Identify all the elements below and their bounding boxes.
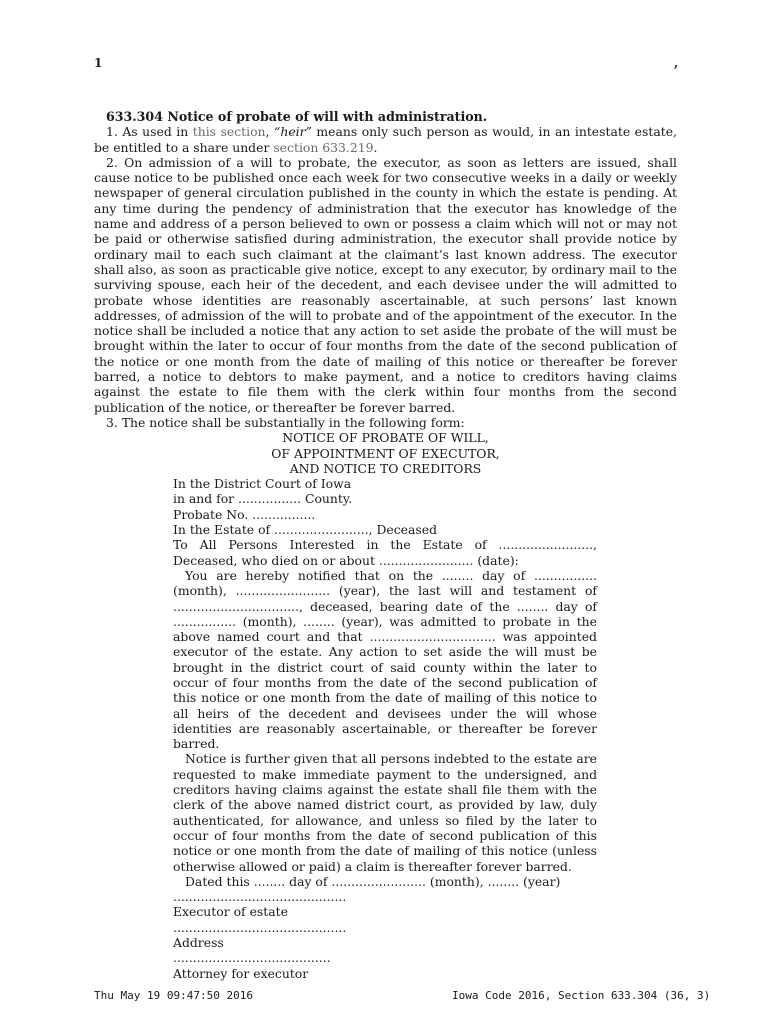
paragraph-1 [94,124,677,155]
header-mark: , [674,56,679,70]
form-estate: In the Estate of ........................, Deceased [173,522,438,538]
signature-line-executor: ............................................ [173,889,347,905]
form-title [94,430,677,476]
signature-line-attorney: ........................................ [173,950,331,966]
footer-timestamp: Thu May 19 09:47:50 2016 [94,989,253,1002]
form-creditors-paragraph: Notice is further given that all persons indebted to the estate are requested to make immediate payment to the undersigned, and creditors having claims against the estate shall file them with the clerk of the above named district court, as provided by law, duly authenticated, for allowance, and unless so filed by the later to occur of four months from the date of second publication of this notice or one month from the date of mailing of this notice (unless otherwise allowed or paid) a claim is thereafter forever barred. [173,751,597,874]
signature-label-address: Address [173,935,224,951]
signature-label-executor: Executor of estate [173,904,288,920]
paragraph-3: 3. The notice shall be substantially in the following form: [106,414,465,430]
section-title [94,109,677,124]
document-body [94,109,677,981]
heir-term: “heir” [274,124,312,140]
p1-lead: 1. As used in [106,124,193,140]
this-section-link[interactable]: this section [192,124,266,140]
page-number: 1 [94,56,103,70]
p1-end: . [373,139,378,155]
paragraph-2: 2. On admission of a will to probate, the executor, as soon as letters are issued, shall cause notice to be published once each week for two consecutive weeks in a daily or weekly newspaper of general circulation published in the county in which the estate is pending. At any time during the pendency of administration that the executor has knowledge of the name and address of a person believed to own or possess a claim which will not or may not be paid or otherwise satisfied during administration, the executor shall provide notice by ordinary mail to each such claimant at the claimant’s last known address. The executor shall also, as soon as practicable give notice, except to any executor, by ordinary mail to the surviving spouse, each heir of the decedent, and each devisee under the will admitted to probate whose identities are reasonably ascertainable, at such persons’ last known addresses, of admission of the will to probate and of the appointment of the executor. In the notice shall be included a notice that any action to set aside the probate of the will must be brought within the later to occur of four months from the date of the second publication of the notice or one month from the date of mailing of this notice or thereafter be forever barred, a notice to debtors to make payment, and a notice to creditors having claims against the estate to file them with the clerk within four months from the second publication of the notice, or thereafter be forever barred. [94,154,677,415]
section-heading: 633.304 Notice of probate of will with administration. [106,109,488,124]
form-court: In the District Court of Iowa [173,476,352,492]
form-dated: Dated this ........ day of ........................ (month), ........ (year) [185,873,561,889]
signature-line-address: ............................................ [173,919,347,935]
form-title-line-2: OF APPOINTMENT OF EXECUTOR, [271,445,500,461]
notice-form [173,476,597,981]
p1-mid2: means only such person as would, in an intestate estate, be entitled to a share under [94,124,677,155]
form-title-line-1: NOTICE OF PROBATE OF WILL, [282,430,489,446]
form-notice-paragraph: You are hereby notified that on the ........ day of ................ (month), ........................ (year), the last will and testament of ................................, deceased, bearing date of the ........ day of ................ (month), ........ (year), was admitted to probate in the above named court and that ................................ was appointed executor of the estate. Any action to set aside the will must be brought in the district court of said county within the later to occur of four months from the date of the second publication of this notice or one month from the date of mailing of this notice to all heirs of the decedent and devisees under the will whose identities are reasonably ascertainable, or thereafter be forever barred. [173,567,597,752]
form-probate-no: Probate No. ................ [173,506,316,522]
form-county: in and for ................ County. [173,491,353,507]
form-title-line-3: AND NOTICE TO CREDITORS [289,460,482,476]
signature-label-attorney: Attorney for executor [173,965,309,981]
footer-citation: Iowa Code 2016, Section 633.304 (36, 3) [452,989,711,1002]
p1-mid: , [265,124,274,140]
section-633-219-link[interactable]: section 633.219 [273,139,374,155]
form-to-all: To All Persons Interested in the Estate of ........................, Deceased, who died on or about ........................ (date): [173,537,597,568]
